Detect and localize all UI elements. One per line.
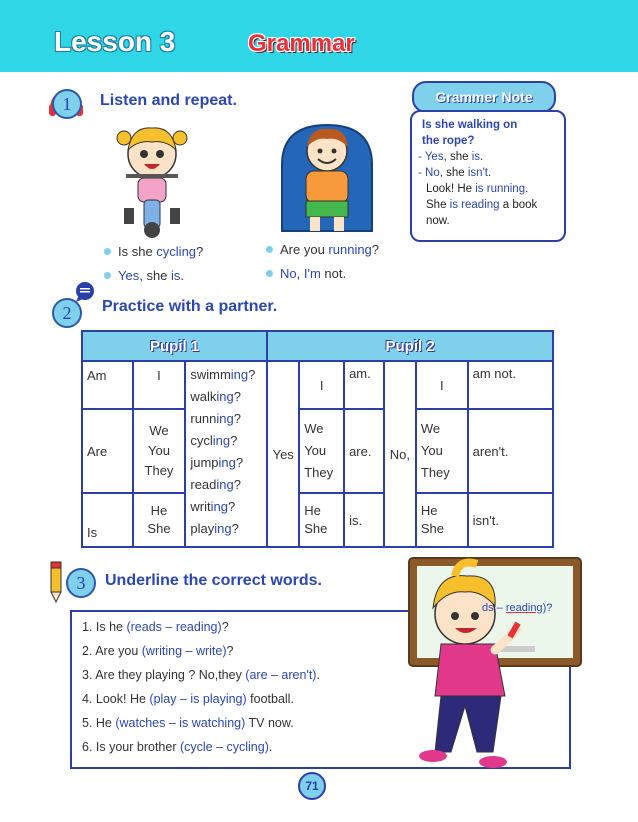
item-choice[interactable]: (play – is playing) xyxy=(149,692,247,706)
section-3-title: Underline the correct words. xyxy=(105,572,322,589)
a-verb: I'm xyxy=(303,266,321,281)
neg-they: They xyxy=(420,465,450,480)
item-choice[interactable]: (cycle – cycling) xyxy=(179,740,269,754)
verb-ing: ing xyxy=(216,477,234,492)
item-end: . xyxy=(268,740,273,754)
q-text: Are you xyxy=(280,242,329,257)
item-end: ? xyxy=(221,620,229,634)
verb-stem: walk xyxy=(190,389,217,404)
verb-stem: swimm xyxy=(190,367,231,382)
item-text: 5. He xyxy=(82,716,116,730)
a-end: not. xyxy=(320,266,347,281)
subj-plural xyxy=(133,409,186,493)
pupil-1-header: Pupil 1 xyxy=(82,331,267,361)
boy-running-illustration xyxy=(272,115,382,233)
ans-we: We xyxy=(304,421,324,436)
practice-table xyxy=(81,330,554,548)
girl-cycling-illustration xyxy=(112,116,192,240)
note-now-line: now. xyxy=(426,215,450,227)
section-1-title: Listen and repeat. xyxy=(100,92,237,109)
item-end: football. xyxy=(246,692,294,706)
verb-stem: jump xyxy=(190,455,219,470)
verb-stem: cycl xyxy=(190,433,213,448)
verb-ing: ing xyxy=(214,521,232,536)
ans-they: They xyxy=(304,465,334,480)
ans-aux-am: am. xyxy=(344,361,384,409)
boy-question xyxy=(266,242,379,257)
item-text: 1. Is he xyxy=(82,620,127,634)
girl-at-board-illustration xyxy=(385,556,585,776)
verb-ing: ing xyxy=(218,455,236,470)
a-verb: is xyxy=(171,268,181,283)
ans-subj-i: I xyxy=(299,361,344,409)
verb-ing: ing xyxy=(230,367,249,382)
subj-she: She xyxy=(147,521,171,536)
verb-ing: ing xyxy=(216,411,234,426)
note-verb: is xyxy=(471,151,481,163)
speech-bubble-icon xyxy=(74,281,96,303)
q-verb: running xyxy=(328,242,372,257)
item-choice[interactable]: (reads – reading) xyxy=(126,620,222,634)
q-end: ? xyxy=(196,244,204,259)
ans-aux-are: are. xyxy=(344,409,384,493)
q-text: Is she xyxy=(118,244,157,259)
grammar-note-box xyxy=(410,110,566,242)
verb-q: ? xyxy=(248,367,256,382)
pencil-icon xyxy=(44,560,68,604)
neg-we: We xyxy=(420,421,441,436)
item-end: ? xyxy=(226,644,234,658)
a-text: , she xyxy=(139,268,172,283)
verb-reading xyxy=(190,474,262,496)
verb-running xyxy=(190,408,262,430)
subj-you: You xyxy=(148,443,170,458)
pupil-2-header: Pupil 2 xyxy=(267,331,553,361)
girl-question xyxy=(104,244,203,259)
note-verb: isn't xyxy=(467,167,488,179)
a-yes: Yes xyxy=(118,268,140,283)
verb-q: ? xyxy=(235,455,244,470)
ans-subj-plural xyxy=(299,409,344,493)
item-choice[interactable]: (writing – write) xyxy=(141,644,227,658)
board-text-b: reading xyxy=(505,602,543,614)
note-question-2: the rope? xyxy=(422,135,475,147)
verb-swimming xyxy=(190,364,262,386)
lesson-title: Lesson 3 xyxy=(54,26,176,57)
verb-jumping xyxy=(190,452,262,474)
verb-q: ? xyxy=(227,499,236,514)
subj-he: He xyxy=(150,503,168,518)
aux-am: Am xyxy=(82,361,133,409)
neg-aux-isnt: isn't. xyxy=(468,493,553,547)
verb-ing: ing xyxy=(216,389,234,404)
section-2-title: Practice with a partner. xyxy=(102,298,278,315)
ans-subj-singular xyxy=(299,493,344,547)
section-2-number: 2 xyxy=(52,298,82,328)
item-end: TV now. xyxy=(245,716,294,730)
item-text: 6. Is your brother xyxy=(82,740,180,754)
item-text: 3. Are they playing ? No,they xyxy=(82,668,246,682)
aux-are: Are xyxy=(82,409,133,493)
verb-q: ? xyxy=(233,411,241,426)
neg-subj-i: I xyxy=(416,361,468,409)
no-cell: No, xyxy=(384,361,416,547)
exercise-item-1 xyxy=(82,620,229,634)
note-no-line xyxy=(412,165,564,181)
page-number: 71 xyxy=(298,772,326,800)
a-end: . xyxy=(180,268,185,283)
ans-aux-is: is. xyxy=(344,493,384,547)
bullet-dot xyxy=(104,272,111,279)
neg-you: You xyxy=(420,443,443,458)
note-text: , she xyxy=(439,167,468,179)
neg-aux-arent: aren't. xyxy=(468,409,553,493)
yes-cell: Yes xyxy=(267,361,299,547)
neg-he: He xyxy=(420,503,438,518)
neg-subj-singular xyxy=(416,493,468,547)
note-verb: is reading xyxy=(449,199,500,211)
note-no: - No xyxy=(418,167,440,179)
verb-writing xyxy=(190,496,262,518)
ans-she: She xyxy=(304,521,328,536)
item-choice[interactable]: (watches – is watching) xyxy=(115,716,246,730)
note-reading-line xyxy=(412,197,564,213)
verb-cycling xyxy=(190,430,262,452)
subj-i: I xyxy=(133,361,186,409)
section-1-number: 1 xyxy=(52,89,82,119)
note-question-1: Is she walking on xyxy=(422,119,518,131)
verb-walking xyxy=(190,386,262,408)
neg-subj-plural xyxy=(416,409,468,493)
note-yes: - Yes xyxy=(418,151,444,163)
verb-ing: ing xyxy=(212,433,231,448)
q-verb: cycling xyxy=(156,244,197,259)
bullet-dot xyxy=(266,246,273,253)
verb-q: ? xyxy=(231,521,239,536)
item-choice[interactable]: (are – aren't) xyxy=(245,668,317,682)
verb-stem: writ xyxy=(190,499,211,514)
girl-answer xyxy=(104,268,184,283)
ans-he: He xyxy=(304,503,321,518)
verb-list xyxy=(185,361,267,547)
board-text xyxy=(482,602,552,614)
q-end: ? xyxy=(371,242,380,257)
exercise-item-2 xyxy=(82,644,233,658)
item-text: 2. Are you xyxy=(82,644,142,658)
aux-is: Is xyxy=(82,493,133,547)
verb-stem: runn xyxy=(190,411,217,426)
note-text: , she xyxy=(443,151,472,163)
note-end: a book xyxy=(499,199,538,211)
verb-stem: play xyxy=(190,521,215,536)
verb-playing xyxy=(190,518,262,540)
grammar-note-title: Grammer Note xyxy=(412,81,556,113)
boy-answer xyxy=(266,266,346,281)
neg-aux-am-not: am not. xyxy=(468,361,553,409)
verb-q: ? xyxy=(233,477,241,492)
a-no: No xyxy=(280,266,297,281)
a-text: , xyxy=(296,266,304,281)
exercise-item-4 xyxy=(82,692,294,706)
exercise-item-3 xyxy=(82,668,320,682)
note-yes-line xyxy=(412,149,564,165)
bullet-dot xyxy=(104,248,111,255)
note-text: She xyxy=(426,199,450,211)
section-heading: Grammar xyxy=(248,30,355,57)
subj-singular xyxy=(133,493,186,547)
neg-she: She xyxy=(420,521,445,536)
note-look-line xyxy=(412,181,564,197)
exercise-item-6 xyxy=(82,740,272,754)
note-end: . xyxy=(480,151,484,163)
verb-q: ? xyxy=(230,433,238,448)
note-end: . xyxy=(487,167,492,179)
verb-q: ? xyxy=(233,389,241,404)
exercise-item-5 xyxy=(82,716,294,730)
item-end: . xyxy=(316,668,320,682)
verb-stem: read xyxy=(190,477,217,492)
subj-they: They xyxy=(144,463,174,478)
bullet-dot xyxy=(266,270,273,277)
note-end: . xyxy=(525,183,529,195)
board-text-c: )? xyxy=(542,602,553,614)
ans-you: You xyxy=(304,443,327,458)
item-text: 4. Look! He xyxy=(82,692,150,706)
board-text-a: ds – xyxy=(482,602,506,614)
verb-ing: ing xyxy=(210,499,228,514)
note-text: Look! He xyxy=(426,183,476,195)
section-3-number: 3 xyxy=(66,568,96,598)
subj-we: We xyxy=(149,423,169,438)
note-verb: is running xyxy=(475,183,526,195)
